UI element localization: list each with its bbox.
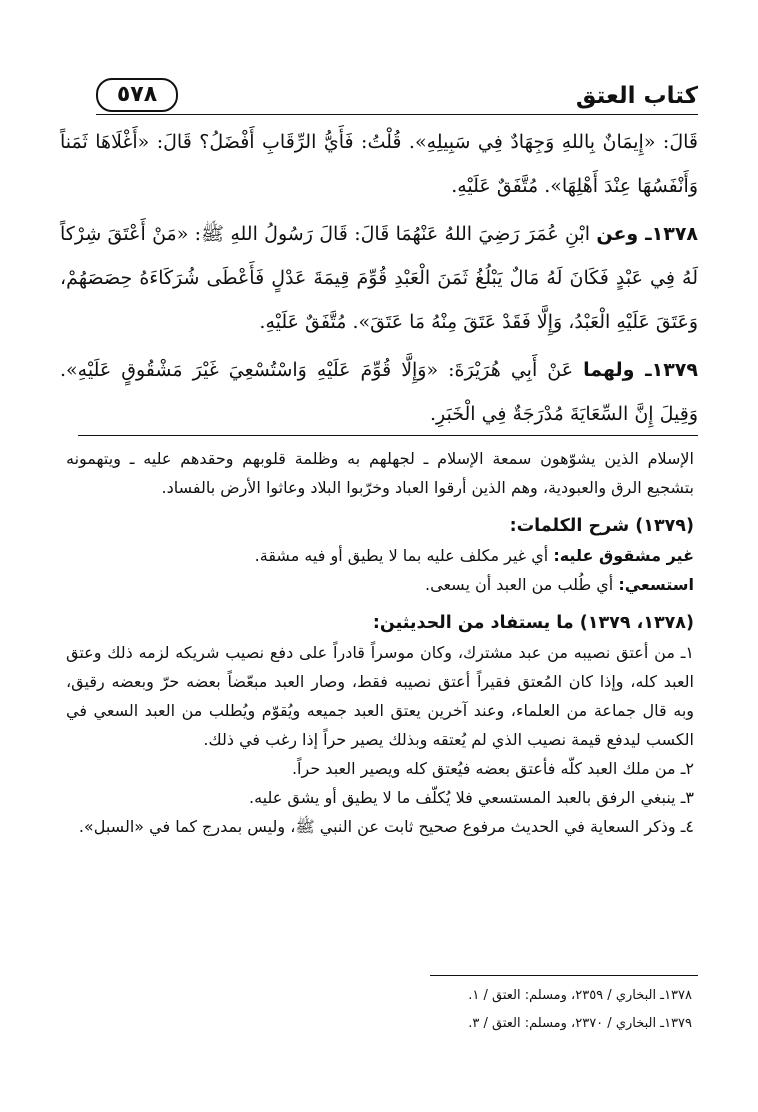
hadith-1378 [60,212,698,344]
vocab-heading: (١٣٧٩) شرح الكلمات: [509,516,694,536]
footnotes [66,982,692,1038]
lesson-point-2: ٢ـ من ملك العبد كلّه فأعتق بعضه فيُعتق كله ويصير العبد حراً. [291,759,694,778]
hadith-body-1379: عَنْ أَبِي هُرَيْرَةَ: «وَإِلَّا قُوِّمَ عَلَيْهِ وَاسْتُسْعِيَ غَيْرَ مَشْقُوقٍ عَلَيْهِ». وَقِيلَ إِنَّ السِّعَايَةَ مُدْرَجَةٌ فِي الْخَبَرِ. [60,359,698,425]
hadith-continuation: قَالَ: «إِيمَانٌ بِاللهِ وَجِهَادٌ فِي سَبِيلِهِ». قُلْتُ: فَأَيُّ الرِّقَابِ أَفْضَلُ؟ قَالَ: «أَغْلَاهَا ثَمَناً وَأَنْفَسُهَا عِنْدَ أَهْلِهَا». مُتَّفَقٌ عَلَيْهِ. [60,131,698,197]
vocab-def-1: أي غير مكلف عليه بما لا يطيق أو فيه مشقة. [254,546,549,565]
commentary-intro: الإسلام الذين يشوّهون سمعة الإسلام ـ لجهلهم به وظلمة قلوبهم وحقدهم عليه ـ ويتهمونه بتشجيع الرق والعبودية، وهم الذين أرقوا العباد وخرّبوا البلاد وعاثوا الأرض بالفساد. [66,449,694,497]
hadith-number-1378: ١٣٧٨ـ وعن [596,223,699,245]
commentary [66,444,694,841]
vocab-term-1: غير مشقوق عليه: [553,546,694,565]
footnote-1379: ١٣٧٩ـ البخاري / ٢٣٧٠، ومسلم: العتق / ٣. [468,1016,692,1031]
vocab-item-2 [66,570,694,599]
header-divider [96,114,698,115]
footnote-1378: ١٣٧٨ـ البخاري / ٢٣٥٩، ومسلم: العتق / ١. [468,988,692,1003]
running-title: كتاب العتق [575,83,698,109]
vocab-def-2: أي طُلب من العبد أن يسعى. [425,575,614,594]
hadith-text [60,120,698,440]
hadith-body-1378: ابْنِ عُمَرَ رَضِيَ اللهُ عَنْهُمَا قَالَ: قَالَ رَسُولُ اللهِ ﷺ: «مَنْ أَعْتَقَ شِرْكاً لَهُ فِي عَبْدٍ فَكَانَ لَهُ مَالٌ يَبْلُغُ ثَمَنَ الْعَبْدِ قُوِّمَ قِيمَةَ عَدْلٍ فَأَعْطَى شُرَكَاءَهُ حِصَصَهُمْ، وَعَتَقَ عَلَيْهِ الْعَبْدُ، وَإِلَّا فَقَدْ عَتَقَ مِنْهُ مَا عَتَقَ». مُتَّفَقٌ عَلَيْهِ. [60,223,698,333]
lesson-point-4: ٤ـ وذكر السعاية في الحديث مرفوع صحيح ثابت عن النبي ﷺ، وليس بمدرج كما في «السبل». [78,817,694,836]
vocab-term-2: استسعي: [618,575,694,594]
page-number: ٥٧٨ [96,78,178,112]
vocab-item-1 [66,541,694,570]
lesson-point-1: ١ـ من أعتق نصيبه من عبد مشترك، وكان موسراً قادراً على دفع نصيب شريكه لزمه ذلك وعتق العبد كله، وإذا كان المُعتق فقيراً أعتق نصيبه فقط، وصار العبد مبعّضاً بعضه حرّ وبعضه رقيق، وبه قال جماعة من العلماء، وعند آخرين يعتق العبد جميعه ويُقوّم ويُطلب من العبد السعي في الكسب ليدفع قيمة نصيب الذي لم يُعتقه وبذلك يصير حراً إذا رغب في ذلك. [66,643,694,749]
page-header [96,80,698,116]
hadith-number-1379: ١٣٧٩ـ ولهما [583,359,698,381]
hadith-1379 [60,348,698,436]
section-divider [78,435,698,436]
lesson-point-3: ٣ـ ينبغي الرفق بالعبد المستسعي فلا يُكلّف ما لا يطيق أو يشق عليه. [248,788,694,807]
lessons-heading: (١٣٧٨، ١٣٧٩) ما يستفاد من الحديثين: [372,613,694,633]
footnote-divider [430,975,698,976]
